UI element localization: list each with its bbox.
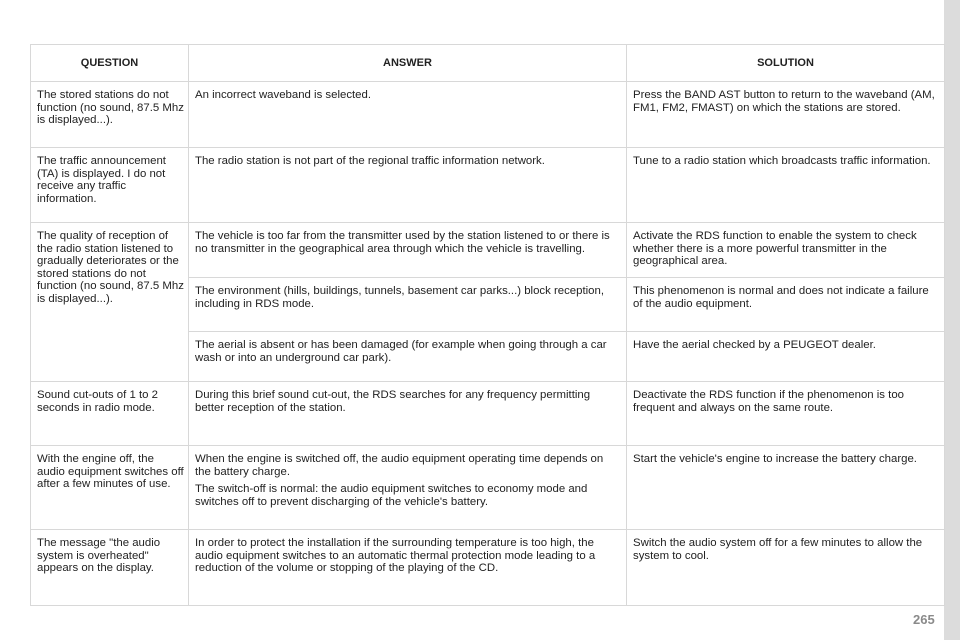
- answer-cell: [189, 148, 627, 223]
- table-body: [31, 82, 945, 606]
- solution-cell: Activate the RDS function to enable the system to check whether there is a more powerful transmitter in the geographical area.: [627, 223, 945, 278]
- troubleshooting-table-wrapper: [30, 44, 944, 606]
- table-row: [31, 530, 945, 606]
- solution-cell: Tune to a radio station which broadcasts traffic information.: [627, 148, 945, 223]
- page-number: 265: [913, 612, 935, 627]
- answer-text: When the engine is switched off, the audio equipment operating time depends on the battery charge.: [195, 453, 604, 478]
- header-row: [31, 45, 945, 82]
- question-cell: Sound cut-outs of 1 to 2 seconds in radio mode.: [31, 382, 189, 446]
- table-row: [31, 223, 945, 278]
- answer-text: In order to protect the installation if the surrounding temperature is too high, the audio equipment switches to an automatic thermal protection mode leading to a reduction of the volume or stopping of the playing of the CD.: [195, 537, 596, 575]
- answer-cell: [189, 332, 627, 382]
- question-cell: The stored stations do not function (no sound, 87.5 Mhz is displayed...).: [31, 82, 189, 148]
- answer-text: During this brief sound cut-out, the RDS searches for any frequency permitting better reception of the station.: [195, 389, 591, 414]
- table-row: [31, 82, 945, 148]
- solution-cell: This phenomenon is normal and does not indicate a failure of the audio equipment.: [627, 278, 945, 332]
- question-cell: The traffic announcement (TA) is displayed. I do not receive any traffic information.: [31, 148, 189, 223]
- answer-text: The switch-off is normal: the audio equipment switches to economy mode and switches off to prevent discharging of the vehicle's battery.: [195, 483, 588, 508]
- column-header-solution: SOLUTION: [627, 45, 945, 82]
- solution-cell: Deactivate the RDS function if the phenomenon is too frequent and always on the same route.: [627, 382, 945, 446]
- answer-cell: [189, 223, 627, 278]
- column-header-answer: ANSWER: [189, 45, 627, 82]
- question-cell: The quality of reception of the radio station listened to gradually deteriorates or the stored stations do not function (no sound, 87.5 Mhz is displayed...).: [31, 223, 189, 382]
- solution-cell: Start the vehicle's engine to increase the battery charge.: [627, 446, 945, 530]
- answer-cell: [189, 382, 627, 446]
- solution-cell: Press the BAND AST button to return to the waveband (AM, FM1, FM2, FMAST) on which the stations are stored.: [627, 82, 945, 148]
- solution-cell: Switch the audio system off for a few minutes to allow the system to cool.: [627, 530, 945, 606]
- answer-cell: [189, 278, 627, 332]
- troubleshooting-table: [30, 44, 945, 606]
- column-header-question: QUESTION: [31, 45, 189, 82]
- answer-cell: [189, 530, 627, 606]
- table-row: [31, 382, 945, 446]
- table-row: [31, 446, 945, 530]
- answer-text: The vehicle is too far from the transmitter used by the station listened to or there is no transmitter in the geographical area through which the vehicle is travelling.: [195, 230, 610, 255]
- answer-text: The aerial is absent or has been damaged (for example when going through a car wash or into an underground car park).: [195, 339, 607, 364]
- question-cell: With the engine off, the audio equipment switches off after a few minutes of use.: [31, 446, 189, 530]
- page-edge-bar: [944, 0, 960, 640]
- answer-text: The radio station is not part of the regional traffic information network.: [195, 155, 545, 167]
- question-cell: The message "the audio system is overheated" appears on the display.: [31, 530, 189, 606]
- answer-text: The environment (hills, buildings, tunnels, basement car parks...) block reception, including in RDS mode.: [195, 285, 604, 310]
- answer-cell: [189, 82, 627, 148]
- answer-cell: [189, 446, 627, 530]
- solution-cell: Have the aerial checked by a PEUGEOT dealer.: [627, 332, 945, 382]
- table-row: [31, 148, 945, 223]
- answer-text: An incorrect waveband is selected.: [195, 89, 372, 101]
